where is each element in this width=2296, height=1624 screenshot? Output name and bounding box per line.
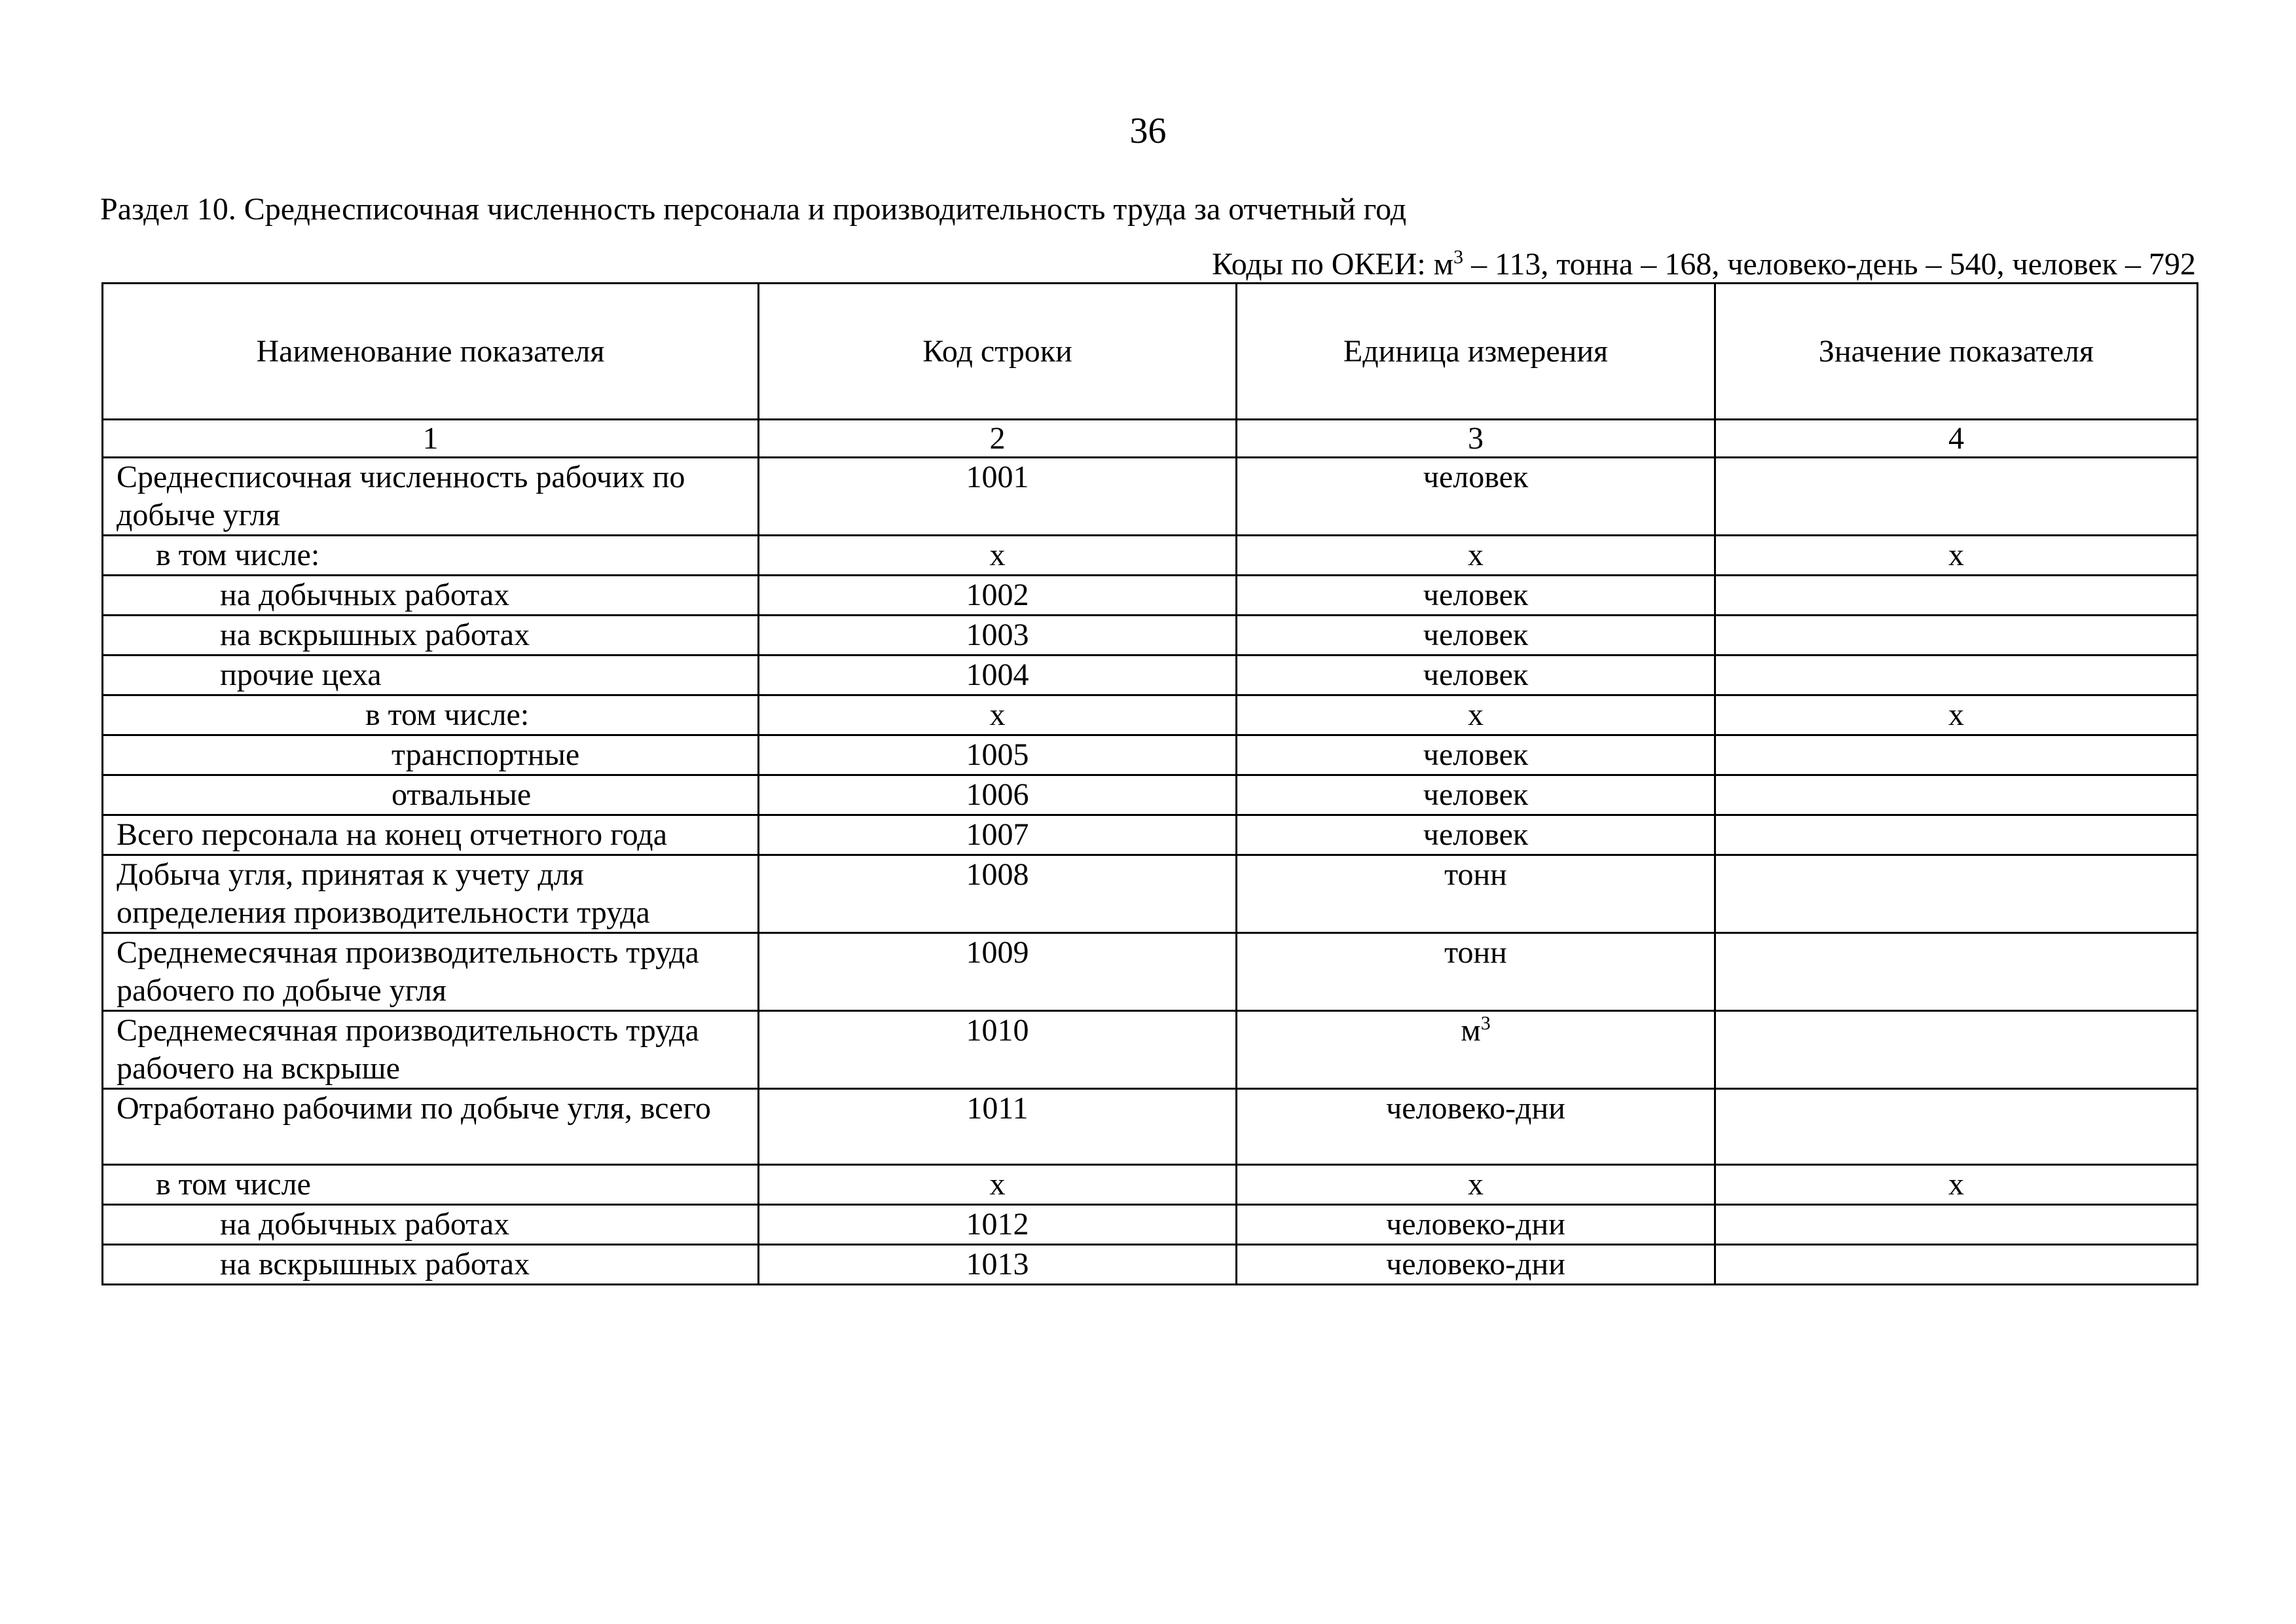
table-row <box>103 1245 2198 1285</box>
row-code: 1012 <box>759 1205 1237 1245</box>
row-value: х <box>1715 695 2198 735</box>
row-name: отвальные <box>392 777 532 812</box>
row-name: в том числе <box>156 1167 311 1202</box>
row-code: х <box>759 1165 1237 1205</box>
row-value-field[interactable] <box>1715 1245 2198 1285</box>
row-value-field[interactable] <box>1715 1011 2198 1089</box>
row-unit: человеко-дни <box>1386 1091 1565 1126</box>
row-code: 1001 <box>759 458 1237 536</box>
row-name: Добыча угля, принятая к учету для определения производительности труда <box>117 857 650 930</box>
row-code: 1013 <box>759 1245 1237 1285</box>
row-name: в том числе: <box>156 538 320 572</box>
row-name-cell <box>103 775 759 815</box>
row-code: 1003 <box>759 616 1237 655</box>
row-code: 1008 <box>759 855 1237 933</box>
section-title: Раздел 10. Среднесписочная численность персонала и производительность труда за отчетный год <box>100 192 1407 227</box>
row-name: прочие цеха <box>220 657 382 692</box>
table-row <box>103 855 2198 933</box>
row-code: х <box>759 695 1237 735</box>
table-row <box>103 458 2198 536</box>
row-code: х <box>759 536 1237 576</box>
row-value-field[interactable] <box>1715 1205 2198 1245</box>
row-name-cell <box>103 1245 759 1285</box>
row-unit-cell <box>1237 1245 1715 1285</box>
row-unit-cell <box>1237 815 1715 855</box>
okei-prefix: Коды по ОКЕИ: м <box>1212 247 1454 282</box>
row-unit: х <box>1468 697 1484 732</box>
row-unit-cell <box>1237 1089 1715 1165</box>
table-row <box>103 695 2198 735</box>
table-row <box>103 735 2198 775</box>
row-unit-cell <box>1237 855 1715 933</box>
row-name: транспортные <box>392 737 580 772</box>
row-name-cell <box>103 458 759 536</box>
row-name-cell <box>103 1089 759 1165</box>
row-unit: человек <box>1423 618 1529 652</box>
row-unit-cell <box>1237 576 1715 616</box>
table-row <box>103 655 2198 695</box>
row-name-cell <box>103 815 759 855</box>
row-unit: человек <box>1423 578 1529 612</box>
okei-superscript: 3 <box>1453 246 1464 268</box>
table-row <box>103 1089 2198 1165</box>
row-code: 1007 <box>759 815 1237 855</box>
row-name: на вскрышных работах <box>220 1247 530 1282</box>
row-unit: человек <box>1423 817 1529 852</box>
row-unit-cell <box>1237 458 1715 536</box>
row-code: 1005 <box>759 735 1237 775</box>
row-value-field[interactable] <box>1715 458 2198 536</box>
row-value-field[interactable] <box>1715 655 2198 695</box>
row-unit-cell <box>1237 1165 1715 1205</box>
row-unit-cell <box>1237 933 1715 1011</box>
row-unit-cell <box>1237 695 1715 735</box>
indicators-table <box>101 282 2198 1285</box>
table-header-row <box>103 284 2198 420</box>
row-unit: человек <box>1423 460 1529 494</box>
row-name-cell <box>103 1205 759 1245</box>
column-number: 2 <box>759 420 1237 458</box>
column-number: 4 <box>1715 420 2198 458</box>
row-unit-cell <box>1237 536 1715 576</box>
row-unit-cell <box>1237 655 1715 695</box>
row-unit-cell <box>1237 616 1715 655</box>
row-code: 1011 <box>759 1089 1237 1165</box>
row-code: 1009 <box>759 933 1237 1011</box>
header-unit: Единица измерения <box>1237 284 1715 420</box>
header-name: Наименование показателя <box>103 284 759 420</box>
row-code: 1004 <box>759 655 1237 695</box>
okei-codes <box>1212 242 2196 287</box>
row-code: 1010 <box>759 1011 1237 1089</box>
row-name-cell <box>103 1011 759 1089</box>
row-unit-cell <box>1237 735 1715 775</box>
row-name-cell <box>103 576 759 616</box>
row-value-field[interactable] <box>1715 735 2198 775</box>
header-value: Значение показателя <box>1715 284 2198 420</box>
row-code: 1006 <box>759 775 1237 815</box>
row-value-field[interactable] <box>1715 775 2198 815</box>
row-unit: тонн <box>1444 857 1507 892</box>
row-unit-cell <box>1237 1011 1715 1089</box>
column-number: 3 <box>1237 420 1715 458</box>
row-value-field[interactable] <box>1715 1089 2198 1165</box>
row-value: х <box>1715 536 2198 576</box>
table-row <box>103 1205 2198 1245</box>
row-unit-cell <box>1237 1205 1715 1245</box>
table-row <box>103 815 2198 855</box>
row-unit: человеко-дни <box>1386 1207 1565 1242</box>
row-unit: человеко-дни <box>1386 1247 1565 1282</box>
row-unit: человек <box>1423 777 1529 812</box>
table-row <box>103 616 2198 655</box>
row-value: х <box>1715 1165 2198 1205</box>
row-unit: м <box>1461 1013 1481 1048</box>
page-number: 36 <box>1129 111 1167 151</box>
row-name-cell <box>103 855 759 933</box>
column-number: 1 <box>103 420 759 458</box>
row-name-cell <box>103 655 759 695</box>
table-row <box>103 1165 2198 1205</box>
row-name: на добычных работах <box>220 1207 510 1242</box>
row-name: Среднесписочная численность рабочих по добыче угля <box>117 460 685 532</box>
row-name: Среднемесячная производительность труда рабочего на вскрыше <box>117 1013 699 1086</box>
row-value-field[interactable] <box>1715 855 2198 933</box>
table-row <box>103 775 2198 815</box>
row-unit: человек <box>1423 737 1529 772</box>
table-row <box>103 933 2198 1011</box>
row-name-cell <box>103 536 759 576</box>
row-name-cell <box>103 695 759 735</box>
row-value-field[interactable] <box>1715 616 2198 655</box>
row-name: на вскрышных работах <box>220 618 530 652</box>
table-row <box>103 576 2198 616</box>
row-value-field[interactable] <box>1715 815 2198 855</box>
header-code: Код строки <box>759 284 1237 420</box>
row-name: Среднемесячная производительность труда рабочего по добыче угля <box>117 935 699 1008</box>
row-name: в том числе: <box>365 697 530 732</box>
row-name-cell <box>103 1165 759 1205</box>
row-name: на добычных работах <box>220 578 510 612</box>
table-row <box>103 536 2198 576</box>
row-code: 1002 <box>759 576 1237 616</box>
table-row <box>103 1011 2198 1089</box>
row-unit: х <box>1468 1167 1484 1202</box>
row-name: Всего персонала на конец отчетного года <box>117 817 668 852</box>
column-number-row <box>103 420 2198 458</box>
row-unit: человек <box>1423 657 1529 692</box>
row-unit: тонн <box>1444 935 1507 970</box>
row-value-field[interactable] <box>1715 933 2198 1011</box>
row-value-field[interactable] <box>1715 576 2198 616</box>
row-name-cell <box>103 616 759 655</box>
row-unit-cell <box>1237 775 1715 815</box>
row-name-cell <box>103 933 759 1011</box>
row-name-cell <box>103 735 759 775</box>
row-unit: х <box>1468 538 1484 572</box>
row-unit-superscript: 3 <box>1480 1012 1491 1034</box>
row-name: Отработано рабочими по добыче угля, всего <box>117 1091 711 1126</box>
okei-suffix: – 113, тонна – 168, человеко-день – 540, человек – 792 <box>1463 247 2196 282</box>
